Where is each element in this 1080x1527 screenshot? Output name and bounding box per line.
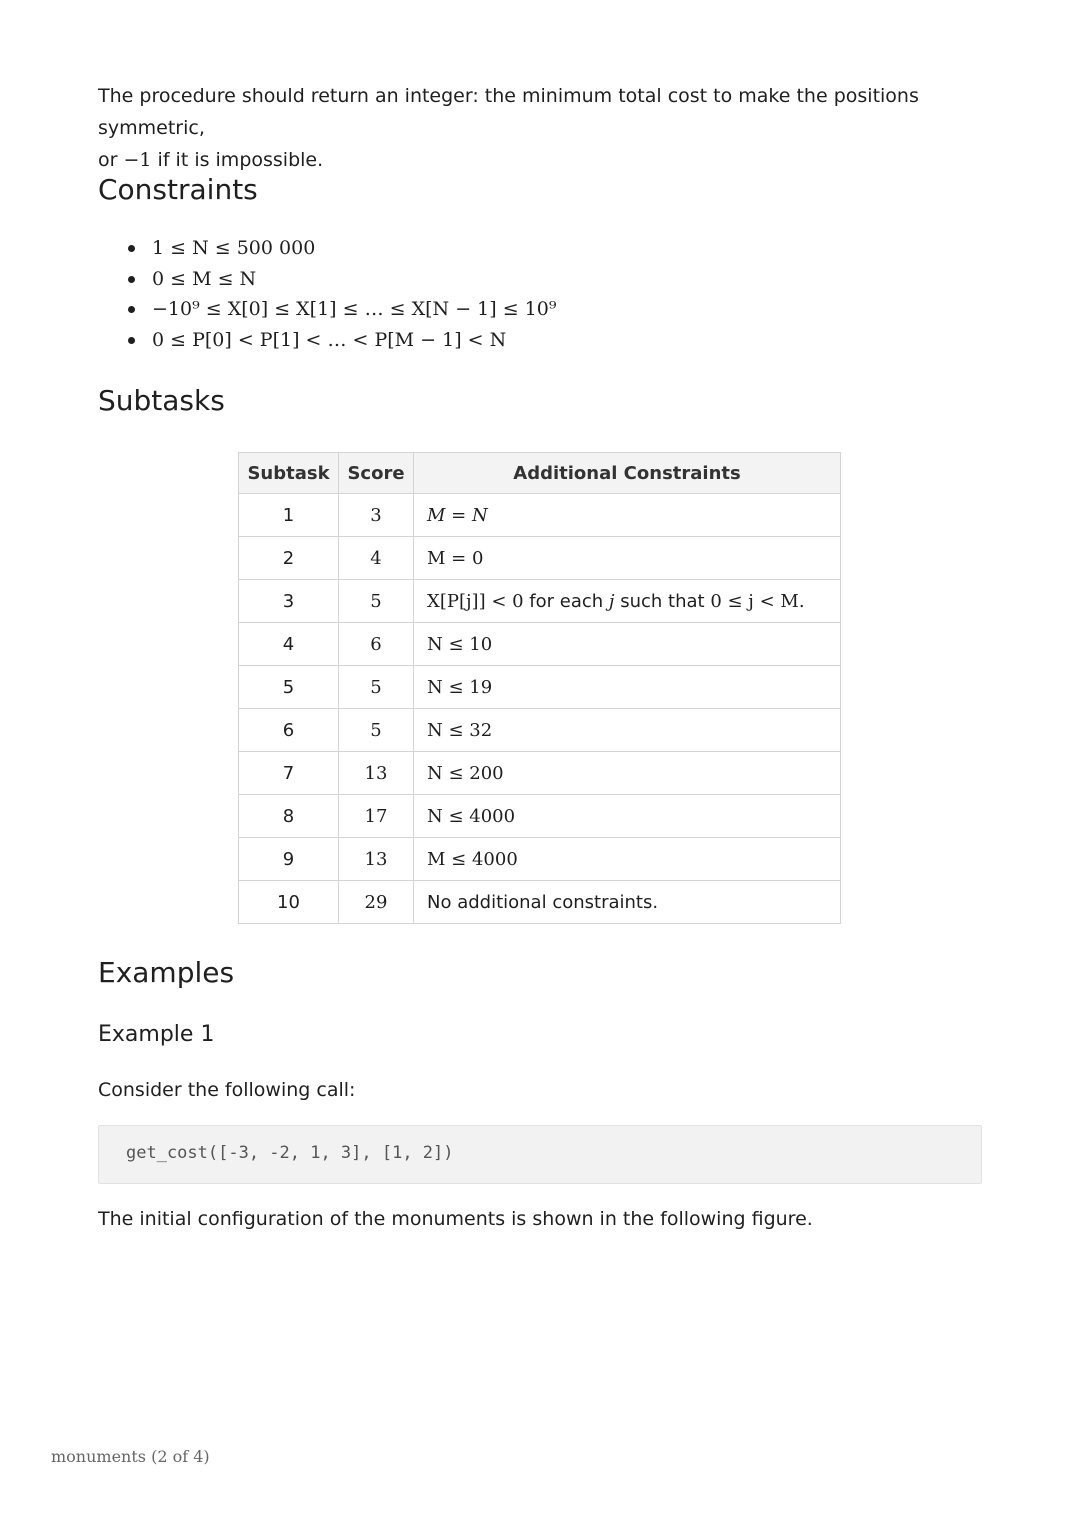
subtask-constraint: No additional constraints. <box>414 881 841 924</box>
intro-line-1: The procedure should return an integer: the minimum total cost to make the positions symmetric, <box>98 85 919 139</box>
constraints-list <box>98 233 556 355</box>
subtask-score: 4 <box>339 537 414 580</box>
bullet-icon <box>128 276 135 283</box>
subtask-score: 13 <box>339 752 414 795</box>
subtask-constraint: N ≤ 200 <box>414 752 841 795</box>
subtask-number: 2 <box>239 537 339 580</box>
bullet-icon <box>128 245 135 252</box>
table-row <box>239 795 841 838</box>
bullet-icon <box>128 337 135 344</box>
constraint-item: 0 ≤ M ≤ N <box>98 264 556 295</box>
subtask-constraint: M ≤ 4000 <box>414 838 841 881</box>
table-row <box>239 666 841 709</box>
column-header-additional-constraints: Additional Constraints <box>414 453 841 494</box>
subtask-constraint: N ≤ 32 <box>414 709 841 752</box>
constraint-item: 1 ≤ N ≤ 500 000 <box>98 233 556 264</box>
subtask-number: 10 <box>239 881 339 924</box>
subtask-number: 8 <box>239 795 339 838</box>
subtasks-table <box>238 452 841 924</box>
subtask-score: 6 <box>339 623 414 666</box>
table-row <box>239 494 841 537</box>
subtask-number: 4 <box>239 623 339 666</box>
table-row <box>239 623 841 666</box>
subtasks-heading: Subtasks <box>98 384 225 417</box>
subtask-constraint: N ≤ 19 <box>414 666 841 709</box>
examples-heading: Examples <box>98 956 235 989</box>
subtask-constraint: M = 0 <box>414 537 841 580</box>
subtask-number: 1 <box>239 494 339 537</box>
column-header-subtask: Subtask <box>239 453 339 494</box>
subtask-constraint: N ≤ 10 <box>414 623 841 666</box>
subtask-score: 5 <box>339 709 414 752</box>
subtask-score: 5 <box>339 580 414 623</box>
subtask-score: 13 <box>339 838 414 881</box>
intro-line-2: or −1 if it is impossible. <box>98 149 324 171</box>
table-row <box>239 580 841 623</box>
constraint-item: 0 ≤ P[0] < P[1] < … < P[M − 1] < N <box>98 325 556 356</box>
subtask-number: 6 <box>239 709 339 752</box>
subtask-score: 5 <box>339 666 414 709</box>
table-row <box>239 881 841 924</box>
constraint-item: −10⁹ ≤ X[0] ≤ X[1] ≤ … ≤ X[N − 1] ≤ 10⁹ <box>98 294 556 325</box>
subtask-number: 9 <box>239 838 339 881</box>
subtask-score: 29 <box>339 881 414 924</box>
minus-one-math: −1 <box>123 149 152 171</box>
intro-paragraph <box>98 80 982 176</box>
page-footer: monuments (2 of 4) <box>51 1447 210 1466</box>
code-text: get_cost([-3, -2, 1, 3], [1, 2]) <box>126 1143 454 1163</box>
table-row <box>239 537 841 580</box>
example-1-heading: Example 1 <box>98 1022 215 1047</box>
consider-call-text: Consider the following call: <box>98 1079 356 1101</box>
subtask-number: 7 <box>239 752 339 795</box>
bullet-icon <box>128 306 135 313</box>
column-header-score: Score <box>339 453 414 494</box>
subtask-constraint: N ≤ 4000 <box>414 795 841 838</box>
table-header-row <box>239 453 841 494</box>
initial-configuration-text: The initial configuration of the monuments is shown in the following figure. <box>98 1208 813 1230</box>
code-block <box>98 1125 982 1184</box>
subtask-score: 17 <box>339 795 414 838</box>
table-row <box>239 709 841 752</box>
subtask-constraint: X[P[j]] < 0 for each j such that 0 ≤ j < M. <box>414 580 841 623</box>
table-row <box>239 752 841 795</box>
table-row <box>239 838 841 881</box>
subtask-score: 3 <box>339 494 414 537</box>
constraints-heading: Constraints <box>98 173 258 206</box>
subtask-number: 5 <box>239 666 339 709</box>
subtask-constraint: M = N <box>414 494 841 537</box>
subtask-number: 3 <box>239 580 339 623</box>
